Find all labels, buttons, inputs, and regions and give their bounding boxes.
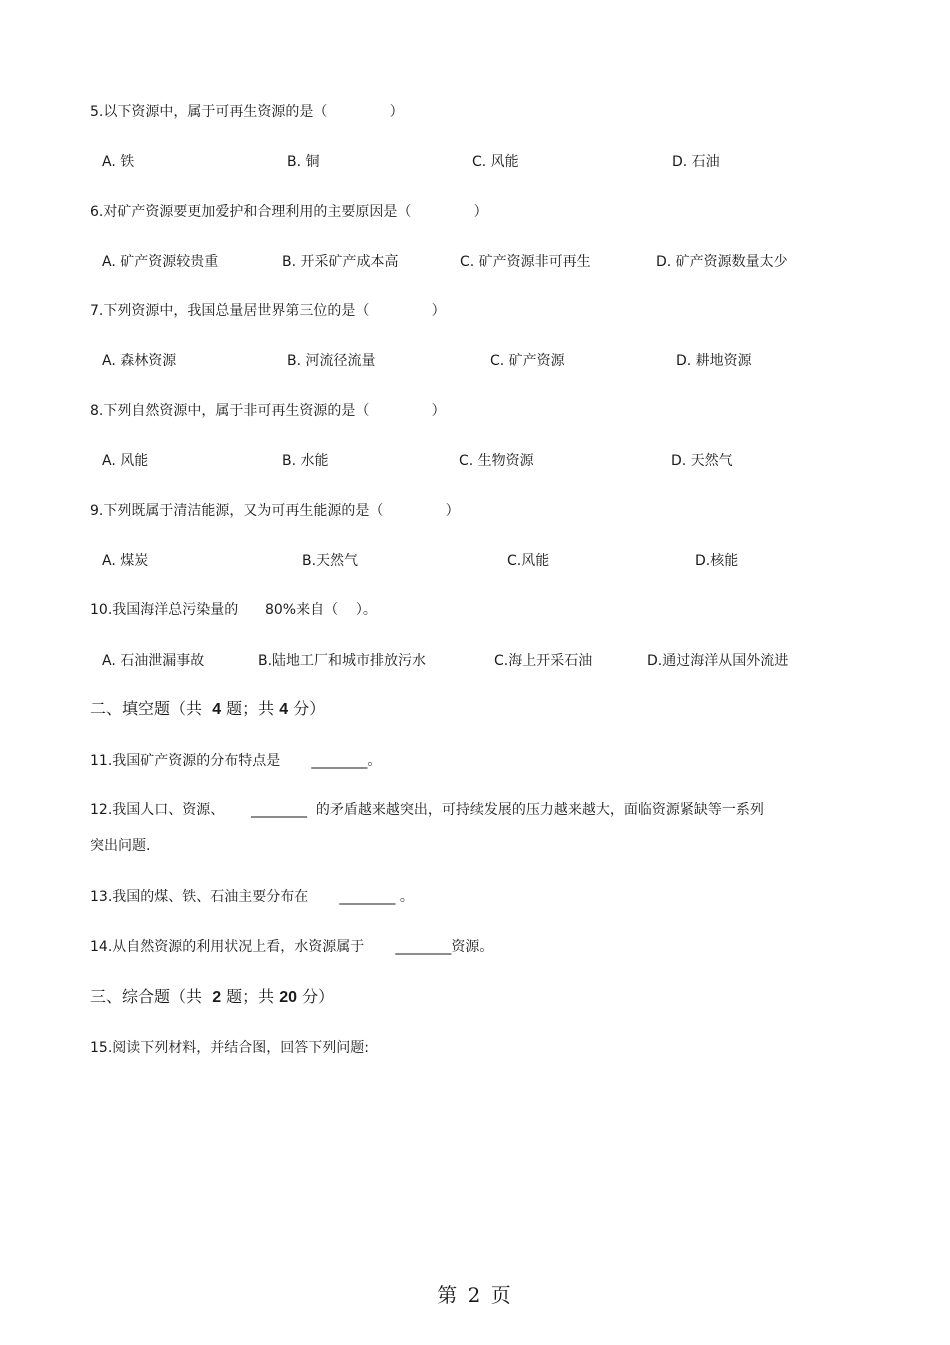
question-8-stem: 8.下列自然资源中，属于非可再生资源的是（ ） (90, 403, 446, 419)
q9-option-a: A. 煤炭 (102, 553, 149, 569)
q5-option-d: D. 石油 (672, 154, 720, 170)
q8-option-b: B. 水能 (282, 453, 329, 469)
q6-option-a: A. 矿产资源较贵重 (102, 254, 219, 270)
q5-option-b: B. 铜 (287, 154, 320, 170)
page-footer: 第 2 页 (437, 1283, 513, 1307)
question-12-line-1: 12.我国人口、资源、 ________ 的矛盾越来越突出，可持续发展的压力越来越大，面临资源紧缺等一系列 (90, 802, 764, 818)
question-11: 11.我国矿产资源的分布特点是 ________。 (90, 753, 382, 769)
question-15: 15.阅读下列材料，并结合图，回答下列问题: (90, 1040, 369, 1056)
q8-option-d: D. 天然气 (671, 453, 733, 469)
q9-option-c: C.风能 (507, 553, 550, 569)
q8-option-a: A. 风能 (102, 453, 149, 469)
q5-option-a: A. 铁 (102, 154, 135, 170)
q7-option-a: A. 森林资源 (102, 353, 177, 369)
question-10-stem: 10.我国海洋总污染量的 80%来自（ ）。 (90, 602, 377, 618)
q10-option-c: C.海上开采石油 (494, 653, 593, 669)
q7-option-c: C. 矿产资源 (490, 353, 565, 369)
q6-option-b: B. 开采矿产成本高 (282, 254, 399, 270)
question-12-line-2: 突出问题. (90, 838, 151, 854)
q6-option-d: D. 矿产资源数量太少 (656, 254, 788, 270)
q10-option-d: D.通过海洋从国外流进 (647, 653, 789, 669)
q9-option-b: B.天然气 (302, 553, 359, 569)
q7-option-b: B. 河流径流量 (287, 353, 376, 369)
question-9-stem: 9.下列既属于清洁能源，又为可再生能源的是（ ） (90, 503, 460, 519)
section-2-heading: 二、填空题（共 4 题；共 4 分） (90, 699, 326, 718)
q6-option-c: C. 矿产资源非可再生 (460, 254, 591, 270)
question-6-stem: 6.对矿产资源要更加爱护和合理利用的主要原因是（ ） (90, 204, 488, 220)
question-7-stem: 7.下列资源中，我国总量居世界第三位的是（ ） (90, 303, 446, 319)
q8-option-c: C. 生物资源 (459, 453, 534, 469)
q10-option-b: B.陆地工厂和城市排放污水 (258, 653, 427, 669)
section-3-heading: 三、综合题（共 2 题；共 20 分） (90, 987, 335, 1006)
question-14: 14.从自然资源的利用状况上看，水资源属于 ________资源。 (90, 939, 494, 955)
q9-option-d: D.核能 (695, 553, 739, 569)
q7-option-d: D. 耕地资源 (676, 353, 752, 369)
question-13: 13.我国的煤、铁、石油主要分布在 ________ 。 (90, 889, 414, 905)
q10-option-a: A. 石油泄漏事故 (102, 653, 205, 669)
question-5-stem: 5.以下资源中，属于可再生资源的是（ ） (90, 104, 404, 120)
q5-option-c: C. 风能 (472, 154, 519, 170)
